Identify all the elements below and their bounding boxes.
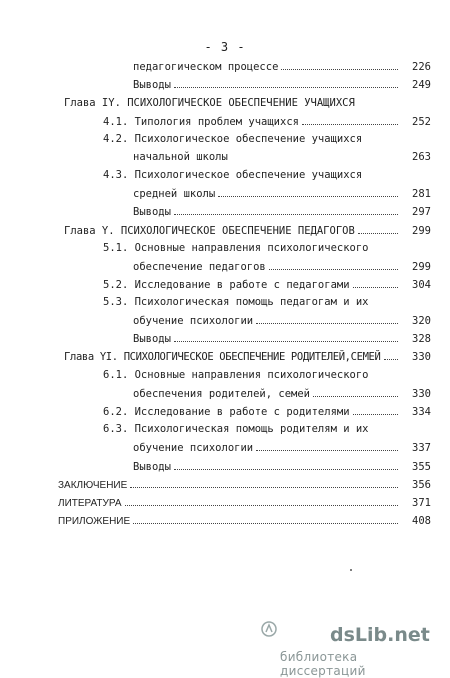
toc-entry-label: обеспечения родителей, семей xyxy=(133,388,311,400)
toc-entry xyxy=(58,494,431,510)
toc-entry-label: начальной школы xyxy=(133,151,228,163)
toc-entry-page: 328 xyxy=(412,333,431,345)
watermark-subtitle: библиотека диссертаций xyxy=(280,650,366,678)
toc-entry xyxy=(103,403,431,419)
toc-entry xyxy=(103,131,431,147)
toc-entry-page: 408 xyxy=(412,515,431,527)
toc-entry-page: 226 xyxy=(412,61,431,73)
toc-entry-page: 281 xyxy=(412,188,431,200)
toc-leader xyxy=(269,258,398,270)
toc-leader xyxy=(353,276,398,288)
toc-entry-label: 5.2. Исследование в работе с педагогами xyxy=(103,279,350,291)
toc-leader xyxy=(302,113,398,125)
toc-entry xyxy=(133,58,431,74)
toc-entry xyxy=(58,512,431,528)
toc-entry xyxy=(133,76,431,92)
toc-entry-label: 4.3. Психологическое обеспечение учащихся xyxy=(103,169,363,181)
toc-entry xyxy=(133,458,431,474)
toc-entry xyxy=(103,276,431,292)
toc-entry xyxy=(133,203,431,219)
toc-entry-page: 330 xyxy=(412,351,431,363)
toc-entry-label: ЗАКЛЮЧЕНИЕ xyxy=(58,480,128,491)
toc-entry-page: 356 xyxy=(412,479,431,491)
toc-leader xyxy=(174,458,398,470)
toc-entry-label: Глава Y. ПСИХОЛОГИЧЕСКОЕ ОБЕСПЕЧЕНИЕ ПЕДАГОГОВ xyxy=(64,225,355,237)
toc-entry-label: обеспечение педагогов xyxy=(133,261,266,273)
toc-leader xyxy=(358,222,398,234)
toc-entry-label: Глава IY. ПСИХОЛОГИЧЕСКОЕ ОБЕСПЕЧЕНИЕ УЧАЩИХСЯ xyxy=(64,97,355,109)
scan-speck xyxy=(350,569,352,571)
watermark xyxy=(260,620,445,678)
toc-entry-label: Выводы xyxy=(133,206,171,218)
toc-leader xyxy=(256,312,398,324)
toc-entry xyxy=(103,421,431,437)
toc-entry-label: Выводы xyxy=(133,333,171,345)
library-logo-icon xyxy=(260,620,278,638)
toc-entry xyxy=(133,439,431,455)
toc-entry-label: 4.1. Типология проблем учащихся xyxy=(103,116,299,128)
toc-entry-label: педагогическом процессе xyxy=(133,61,279,73)
toc-entry-page: 299 xyxy=(412,225,431,237)
toc-leader xyxy=(130,476,398,488)
toc-entry xyxy=(58,476,431,492)
toc-entry-label: Выводы xyxy=(133,461,171,473)
toc-entry-page: 334 xyxy=(412,406,431,418)
toc-leader xyxy=(384,348,399,360)
page-number: - 3 - xyxy=(204,40,246,54)
toc-entry xyxy=(133,258,431,274)
toc-chapter-heading xyxy=(64,95,431,111)
toc-entry xyxy=(133,330,431,346)
toc-entry-label: обучение психологии xyxy=(133,442,254,454)
toc-chapter-heading xyxy=(64,222,431,238)
toc-entry-page: 371 xyxy=(412,497,431,509)
toc-entry-label: 6.3. Психологическая помощь родителям и их xyxy=(103,423,369,435)
toc-entry xyxy=(103,294,431,310)
toc-leader xyxy=(313,385,398,397)
toc-leader xyxy=(174,76,398,88)
toc-entry-label: 5.3. Психологическая помощь педагогам и их xyxy=(103,296,369,308)
toc-entry xyxy=(103,367,431,383)
toc-entry-page: 337 xyxy=(412,442,431,454)
toc-entry-label: Выводы xyxy=(133,79,171,91)
toc-entry-page: 297 xyxy=(412,206,431,218)
toc-leader xyxy=(218,185,398,197)
toc-entry-page: 263 xyxy=(412,151,431,163)
toc-entry-label: Глава YI. ПСИХОЛОГИЧЕСКОЕ ОБЕСПЕЧЕНИЕ РОДИТЕЛЕЙ,СЕМЕЙ xyxy=(64,351,381,363)
toc-entry xyxy=(133,149,431,165)
toc-entry-page: 320 xyxy=(412,315,431,327)
toc-entry-page: 249 xyxy=(412,79,431,91)
toc-leader xyxy=(125,494,398,506)
toc-leader xyxy=(174,203,398,215)
toc-leader xyxy=(133,512,398,524)
toc-leader xyxy=(281,58,398,70)
toc-entry-label: 6.2. Исследование в работе с родителями xyxy=(103,406,350,418)
toc-entry-page: 299 xyxy=(412,261,431,273)
toc-entry-page: 252 xyxy=(412,116,431,128)
toc-entry-label: ПРИЛОЖЕНИЕ xyxy=(58,516,131,527)
toc-entry-label: 4.2. Психологическое обеспечение учащихся xyxy=(103,133,363,145)
toc-leader xyxy=(353,403,398,415)
toc-entry xyxy=(103,167,431,183)
toc-entry xyxy=(133,312,431,328)
toc-entry-label: обучение психологии xyxy=(133,315,254,327)
toc-entry-label: 5.1. Основные направления психологического xyxy=(103,242,369,254)
toc-entry xyxy=(133,185,431,201)
watermark-title: dsLib.net xyxy=(330,624,430,646)
toc-leader xyxy=(231,149,398,160)
toc-entry-label: 6.1. Основные направления психологического xyxy=(103,369,369,381)
toc-entry-page: 355 xyxy=(412,461,431,473)
toc-entry-page: 330 xyxy=(412,388,431,400)
toc-entry xyxy=(103,240,431,256)
toc-entry xyxy=(133,385,431,401)
toc-entry xyxy=(103,113,431,129)
toc-leader xyxy=(174,330,398,342)
toc-leader xyxy=(256,439,398,451)
toc-entry-label: средней школы xyxy=(133,188,216,200)
toc-entry-label: ЛИТЕРАТУРА xyxy=(58,498,122,509)
toc-entry-page: 304 xyxy=(412,279,431,291)
toc-chapter-heading xyxy=(64,348,431,364)
